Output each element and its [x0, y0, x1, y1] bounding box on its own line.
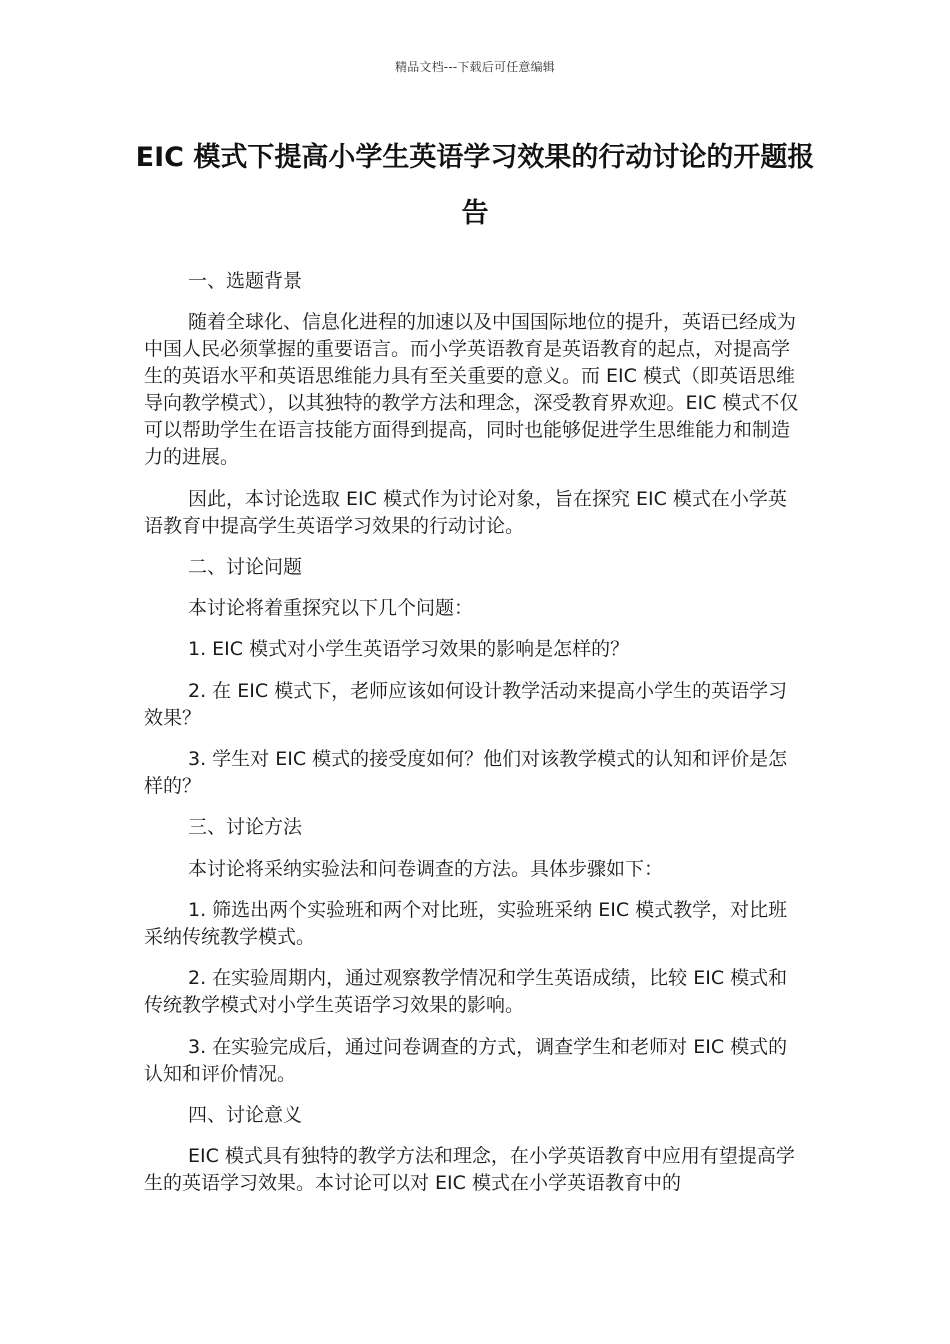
section-heading-significance: 四、讨论意义: [188, 1103, 303, 1126]
methods-intro: 本讨论将采纳实验法和问卷调查的方法。具体步骤如下：: [188, 857, 664, 880]
background-paragraph-1: 随着全球化、信息化进程的加速以及中国国际地位的提升，英语已经成为中国人民必须掌握的重要语言。而小学英语教育是英语教育的起点，对提高学生的英语水平和英语思维能力具有至关重要的意义。而 EIC 模式（即英语思维导向教学模式），以其独特的教学方法和理念，深受教育界欢迎。EIC 模式不仅可以帮助学生在语言技能方面得到提高，同时也能够促进学生思维能力和制造力的进展。: [144, 311, 799, 469]
section-heading-methods: 三、讨论方法: [188, 816, 303, 839]
questions-intro: 本讨论将着重探究以下几个问题：: [188, 597, 474, 620]
page-header-note: 精品文档---下载后可任意编辑: [395, 60, 555, 74]
question-item-1: 1. EIC 模式对小学生英语学习效果的影响是怎样的？: [188, 638, 630, 661]
section-heading-questions: 二、讨论问题: [188, 555, 303, 578]
background-paragraph-2: 因此，本讨论选取 EIC 模式作为讨论对象，旨在探究 EIC 模式在小学英语教育中提高学生英语学习效果的行动讨论。: [144, 487, 787, 537]
method-step-2: 2. 在实验周期内，通过观察教学情况和学生英语成绩，比较 EIC 模式和传统教学模式对小学生英语学习效果的影响。: [144, 967, 788, 1017]
section-heading-background: 一、选题背景: [188, 270, 303, 292]
method-step-3: 3. 在实验完成后，通过问卷调查的方式，调查学生和老师对 EIC 模式的认知和评价情况。: [144, 1035, 788, 1085]
question-item-2: 2. 在 EIC 模式下，老师应该如何设计教学活动来提高小学生的英语学习效果？: [144, 679, 788, 729]
method-step-1: 1. 筛选出两个实验班和两个对比班，实验班采纳 EIC 模式教学，对比班采纳传统教学模式。: [144, 898, 788, 948]
question-item-3: 3. 学生对 EIC 模式的接受度如何？他们对该教学模式的认知和评价是怎样的？: [144, 748, 788, 798]
significance-paragraph: EIC 模式具有独特的教学方法和理念，在小学英语教育中应用有望提高学生的英语学习效果。本讨论可以对 EIC 模式在小学英语教育中的: [144, 1145, 795, 1195]
document-body: [144, 268, 804, 1211]
document-title: EIC 模式下提高小学生英语学习效果的行动讨论的开题报告: [135, 142, 815, 229]
